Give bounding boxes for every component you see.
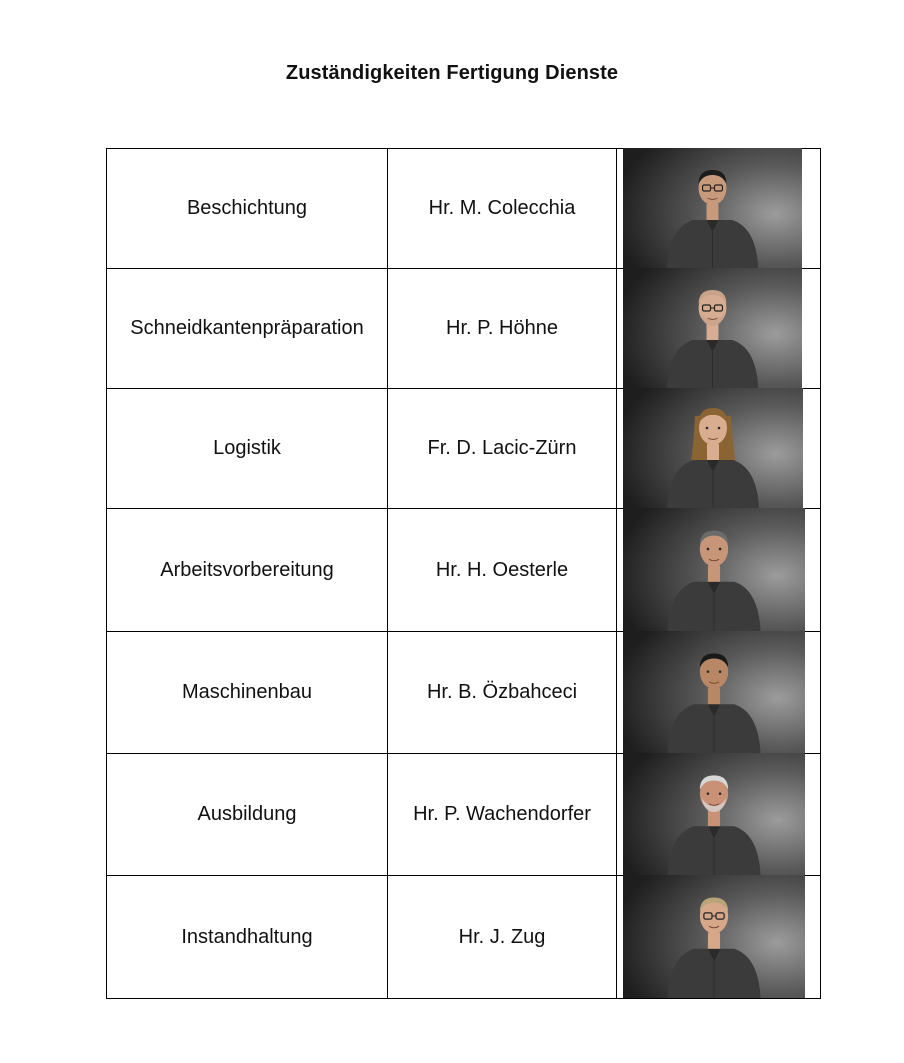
person-portrait-photo xyxy=(623,753,805,875)
table-column-divider xyxy=(820,148,821,999)
responsibility-area-cell: Instandhaltung xyxy=(181,925,313,948)
responsible-person-cell: Hr. P. Höhne xyxy=(446,317,558,339)
responsible-person-cell: Hr. B. Özbahceci xyxy=(426,681,578,703)
person-portrait-photo xyxy=(623,508,805,631)
responsible-person-cell: Fr. D. Lacic-Zürn xyxy=(427,437,577,459)
person-portrait-photo xyxy=(623,631,805,753)
responsibility-area-cell: Arbeitsvorbereitung xyxy=(160,558,334,581)
page-title: Zuständigkeiten Fertigung Dienste xyxy=(285,62,619,84)
responsibility-area-cell: Ausbildung xyxy=(197,803,297,825)
responsibilities-table xyxy=(106,148,821,998)
responsibility-area-cell: Maschinenbau xyxy=(181,681,313,703)
responsible-person-cell: Hr. M. Colecchia xyxy=(428,197,576,219)
responsibility-area-cell: Beschichtung xyxy=(186,197,308,219)
table-row-divider xyxy=(106,998,821,999)
person-portrait-photo xyxy=(623,875,805,998)
person-portrait-photo xyxy=(623,268,802,388)
responsible-person-cell: Hr. J. Zug xyxy=(458,925,546,948)
responsibility-area-cell: Schneidkantenpräparation xyxy=(130,317,364,339)
responsible-person-cell: Hr. P. Wachendorfer xyxy=(413,803,591,825)
table-column-divider xyxy=(616,148,617,999)
person-portrait-photo xyxy=(623,148,802,268)
responsible-person-cell: Hr. H. Oesterle xyxy=(435,558,569,581)
responsibility-area-cell: Logistik xyxy=(213,437,281,459)
person-portrait-photo xyxy=(623,388,803,508)
